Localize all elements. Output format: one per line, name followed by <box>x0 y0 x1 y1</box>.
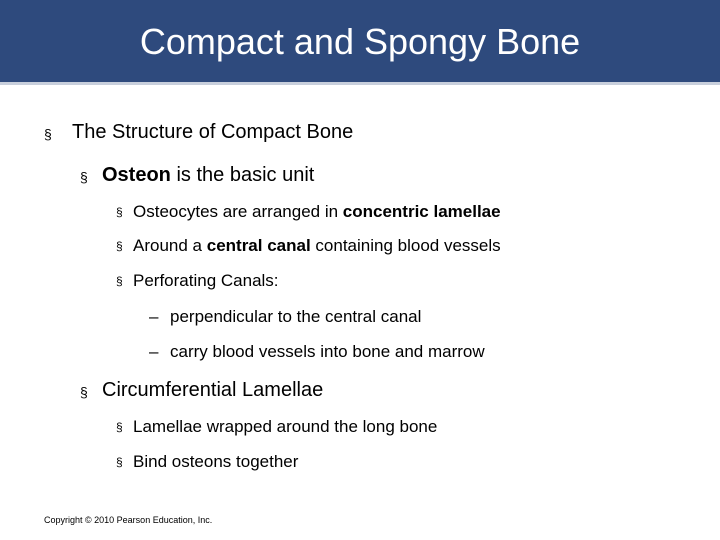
bullet-text: Bind osteons together <box>133 452 299 471</box>
bullet-text: Perforating Canals: <box>133 271 279 290</box>
bullet-icon: § <box>116 239 123 253</box>
bullet-icon: § <box>80 169 88 185</box>
bullet-osteon <box>102 163 314 187</box>
dash-carry <box>170 342 485 362</box>
bullet-perforating <box>133 271 279 291</box>
bullet-text: Circumferential Lamellae <box>102 379 324 401</box>
dash-text: carry blood vessels into bone and marrow <box>170 342 485 361</box>
bullet-icon: § <box>116 205 123 219</box>
bullet-text: Around a <box>133 236 207 255</box>
bullet-icon: § <box>80 384 88 400</box>
slide-title: Compact and Spongy Bone <box>139 21 581 62</box>
bullet-icon: § <box>44 126 52 142</box>
dash-icon: – <box>149 342 159 361</box>
bullet-icon: § <box>116 420 123 434</box>
term-osteon: Osteon <box>102 164 171 186</box>
bullet-text: containing blood vessels <box>310 236 501 255</box>
bullet-text: Osteocytes are arranged in <box>133 202 343 221</box>
bullet-structure <box>72 120 353 144</box>
bullet-wrapped <box>133 417 437 437</box>
bullet-bind <box>133 452 298 472</box>
bullet-icon: § <box>116 274 123 288</box>
bullet-text: The Structure of Compact Bone <box>72 121 354 143</box>
bullet-text: is the basic unit <box>170 164 315 186</box>
dash-text: perpendicular to the central canal <box>170 307 422 326</box>
bullet-osteocytes <box>133 202 501 222</box>
bullet-text: Lamellae wrapped around the long bone <box>133 417 438 436</box>
copyright-footer: Copyright © 2010 Pearson Education, Inc. <box>44 515 213 525</box>
bullet-icon: § <box>116 455 123 469</box>
dash-icon: – <box>149 307 159 326</box>
bullet-circumferential <box>102 378 323 402</box>
dash-perpendicular <box>170 307 421 327</box>
term-concentric-lamellae: concentric lamellae <box>342 202 501 221</box>
bullet-central-canal <box>133 236 501 256</box>
term-central-canal: central canal <box>206 236 311 255</box>
title-bar <box>0 0 720 85</box>
